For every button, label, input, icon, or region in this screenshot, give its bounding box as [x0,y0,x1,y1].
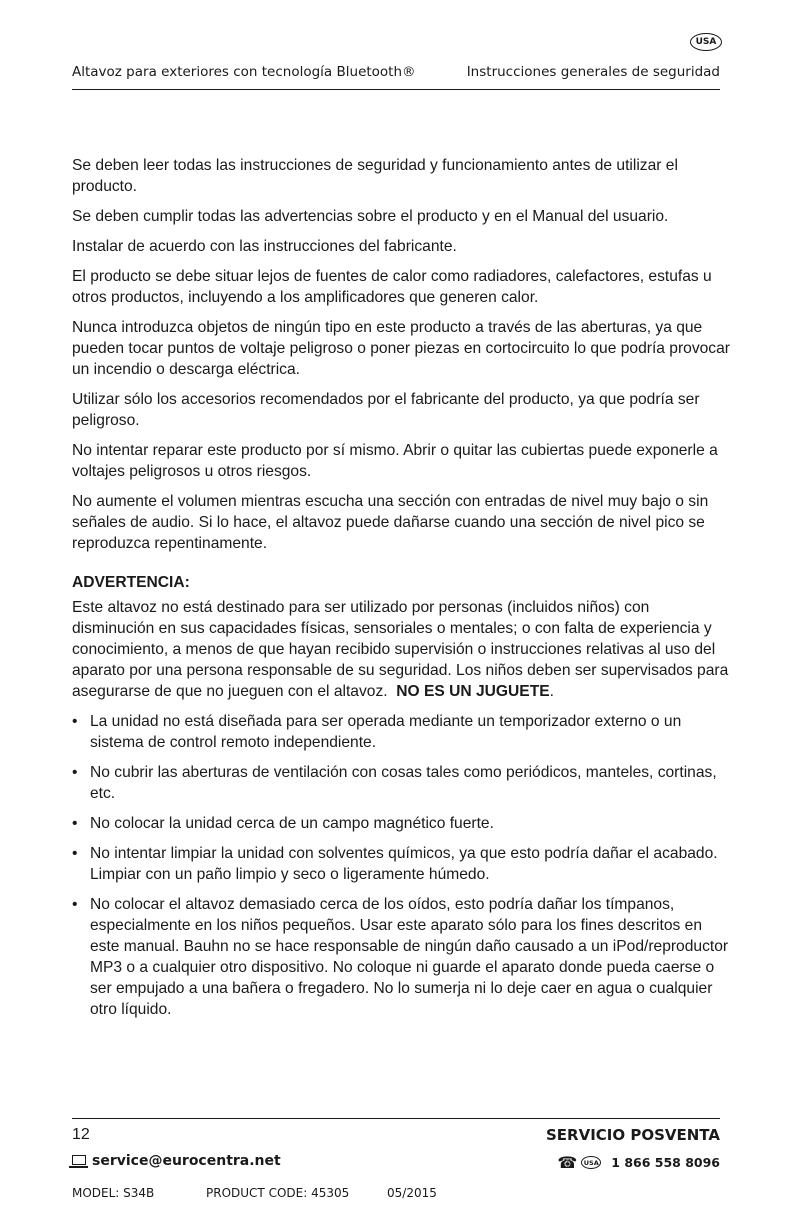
page-header [72,64,720,80]
list-item [72,843,732,885]
list-item [72,762,732,804]
warning-text [72,597,732,702]
product-meta [72,1186,437,1200]
paragraph: Utilizar sólo los accesorios recomendados por el fabricante del producto, ya que podría ser peligroso. [72,391,700,429]
warning-title: ADVERTENCIA: [72,574,190,591]
paragraph: Instalar de acuerdo con las instrucciones del fabricante. [72,238,457,255]
paragraph: No aumente el volumen mientras escucha una sección con entradas de nivel muy bajo o sin señales de audio. Si lo hace, el altavoz puede dañarse cuando una sección de nivel pico se reproduzca repentinamente. [72,493,709,552]
list-item-text: No colocar el altavoz demasiado cerca de los oídos, esto podría dañar los tímpanos, especialmente en los niños pequeños. Usar este aparato sólo para los fines descritos en este manual. Bauhn no se hace responsable de ningún daño causado a un iPod/reproductor MP3 o a cualquier otro dispositivo. No coloque ni guarde el aparato donde pueda caerse o ser empujado a una bañera o fregadero. No lo sumerja ni lo deje caer en agua o cualquier otro líquido. [90,896,729,1018]
paragraph: Se deben leer todas las instrucciones de seguridad y funcionamiento antes de utilizar el producto. [72,157,678,195]
laptop-icon [72,1155,86,1165]
email-link[interactable]: service@eurocentra.net [92,1153,281,1169]
product-code-label: PRODUCT CODE: 45305 [206,1186,350,1200]
list-item-text: No intentar limpiar la unidad con solventes químicos, ya que esto podría dañar el acabado. Limpiar con un paño limpio y seco o ligeramente húmedo. [90,845,718,883]
header-product-title: Altavoz para exteriores con tecnología Bluetooth® [72,64,416,80]
bullet-icon: • [72,845,78,862]
safety-content [72,155,732,1029]
bullet-icon: • [72,815,78,832]
phone-contact [557,1153,720,1172]
paragraph: Se deben cumplir todas las advertencias sobre el producto y en el Manual del usuario. [72,208,669,225]
model-label: MODEL: S34B [72,1186,155,1200]
list-item-text: No colocar la unidad cerca de un campo magnético fuerte. [90,815,494,832]
header-section-title: Instrucciones generales de seguridad [466,64,720,80]
bullet-icon: • [72,896,78,913]
bullet-list [72,711,732,1020]
warning-emphasis: NO ES UN JUGUETE [396,683,550,700]
list-item [72,711,732,753]
footer-divider [72,1118,720,1119]
region-badge: USA [690,33,722,51]
bullet-icon: • [72,764,78,781]
telephone-icon: ☎ [557,1153,578,1172]
paragraph: El producto se debe situar lejos de fuentes de calor como radiadores, calefactores, estufas u otros productos, incluyendo a los amplificadores que generen calor. [72,268,712,306]
list-item-text: No cubrir las aberturas de ventilación con cosas tales como periódicos, manteles, cortinas, etc. [90,764,717,802]
list-item-text: La unidad no está diseñada para ser operada mediante un temporizador externo o un sistema de control remoto independiente. [90,713,682,751]
phone-region-badge: USA [581,1156,601,1169]
date-label: 05/2015 [387,1186,437,1200]
header-divider [72,89,720,90]
email-contact [72,1153,281,1169]
warning-body: Este altavoz no está destinado para ser utilizado por personas (incluidos niños) con disminución en sus capacidades físicas, sensoriales o mentales; o con falta de experiencia y conocimiento, a menos de que hayan recibido supervisión o instrucciones relativas al uso del aparato por una persona responsable de su seguridad. Los niños deben ser supervisados para asegurarse de que no jueguen con el altavoz. [72,599,729,700]
list-item [72,894,732,1020]
page-number: 12 [72,1126,90,1143]
paragraph: Nunca introduzca objetos de ningún tipo en este producto a través de las aberturas, ya que pueden tocar puntos de voltaje peligroso o poner piezas en cortocircuito lo que podría provocar un incendio o descarga eléctrica. [72,319,730,378]
phone-number[interactable]: 1 866 558 8096 [611,1155,720,1170]
paragraph: No intentar reparar este producto por sí mismo. Abrir o quitar las cubiertas puede exponerle a voltajes peligrosos u otros riesgos. [72,442,718,480]
bullet-icon: • [72,713,78,730]
list-item [72,813,732,834]
service-title: SERVICIO POSVENTA [546,1126,720,1144]
warning-end: . [549,683,554,700]
